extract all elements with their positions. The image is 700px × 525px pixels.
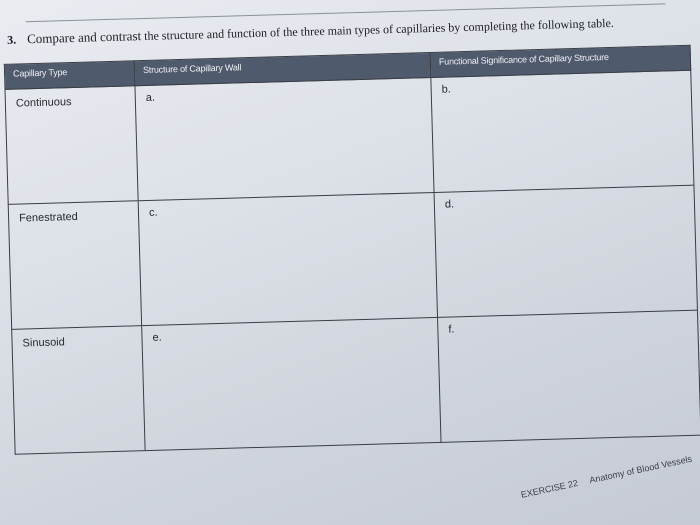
function-answer-cell[interactable] (434, 185, 697, 317)
question-text: the structure and function of the three main types of capillaries by completing the following table. (143, 15, 615, 43)
question-lead: Compare and contrast (26, 28, 142, 47)
structure-answer-cell[interactable] (135, 78, 434, 201)
capillary-type-cell (8, 201, 141, 330)
header-capillary-type: Capillary Type (4, 61, 135, 90)
capillary-type-label: Fenestrated (18, 210, 78, 225)
function-answer-cell[interactable] (431, 70, 694, 192)
answer-letter: e. (152, 331, 162, 344)
answer-letter: d. (444, 198, 455, 211)
answer-letter: c. (148, 206, 158, 219)
table-row (12, 310, 700, 454)
structure-answer-cell[interactable] (142, 317, 441, 450)
header-function: Functional Significance of Capillary Structure (430, 45, 691, 77)
capillary-type-label: Continuous (15, 96, 72, 110)
answer-letter: b. (441, 83, 452, 96)
capillary-type-cell (5, 86, 138, 205)
capillary-type-label: Sinusoid (22, 336, 65, 350)
question-prompt (7, 13, 697, 48)
table-row (5, 70, 694, 204)
answer-letter: f. (448, 323, 455, 336)
capillary-type-cell (12, 326, 145, 455)
structure-answer-cell[interactable] (138, 192, 437, 325)
footer-exercise: EXERCISE 22 (520, 477, 579, 500)
question-number: 3. (6, 32, 17, 47)
capillary-comparison-table (4, 45, 700, 455)
answer-letter: a. (145, 91, 156, 104)
function-answer-cell[interactable] (438, 310, 700, 442)
table-row (8, 185, 697, 329)
header-structure: Structure of Capillary Wall (134, 53, 431, 86)
footer-title: Anatomy of Blood Vessels (588, 453, 693, 486)
